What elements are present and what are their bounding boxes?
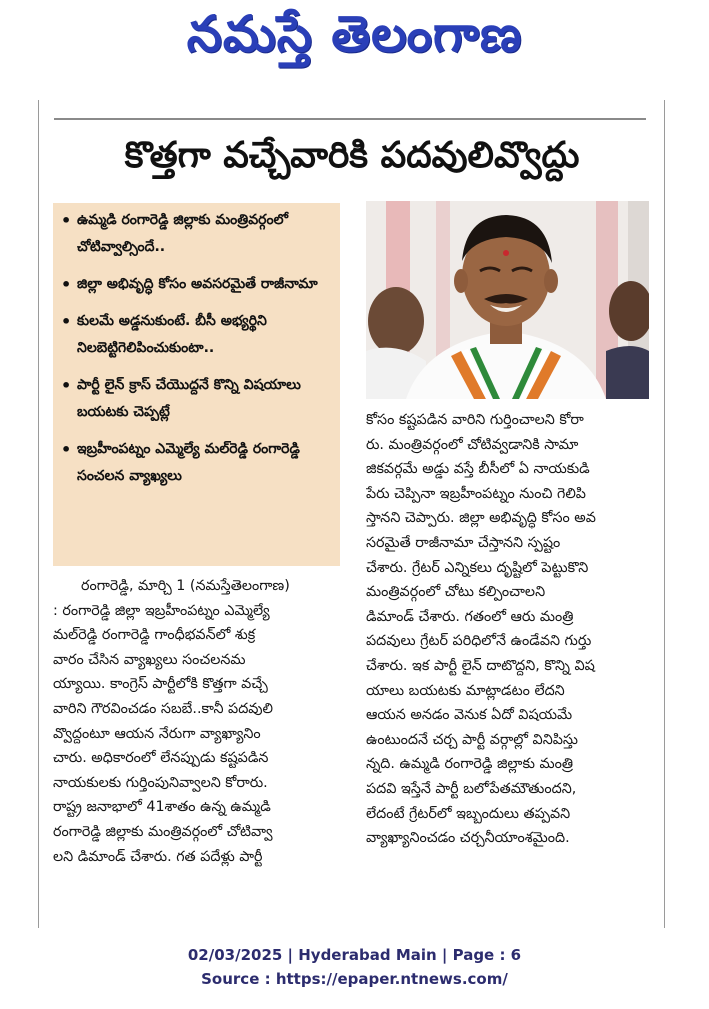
highlight-text: ఇబ్రహీంపట్నం ఎమ్మెల్యే మల్‌రెడ్డి రంగారెడ్డి సంచలన వ్యాఖ్యలు xyxy=(77,441,300,484)
body-line: రాష్ట్ర జనాభాలో 41శాతం ఉన్న ఉమ్మడి xyxy=(53,799,271,816)
highlight-item xyxy=(61,372,334,426)
dateline: రంగారెడ్డి, మార్చి 1 (నమస్తేతెలంగాణ) xyxy=(81,578,290,594)
body-line: కోసం కష్టపడిన వారిని గుర్తించాలని కోరా xyxy=(366,412,584,428)
body-line: స్తానని చెప్పారు. జిల్లా అభివృద్ధి కోసం అవ xyxy=(366,510,596,527)
highlight-item xyxy=(61,436,334,490)
body-line: లేదంటే గ్రేటర్‌లో ఇబ్బందులు తప్పవని xyxy=(366,805,571,822)
body-line: వారం చేసిన వ్యాఖ్యలు సంచలనమ xyxy=(53,651,246,668)
body-line: చేశారు. గ్రేటర్ ఎన్నికలు దృష్టిలో పెట్టుకొని xyxy=(366,559,589,576)
newspaper-logo: నమస్తే తెలంగాణ xyxy=(186,4,523,63)
body-line: జికవర్గమే అడ్డు వస్తే బీసీలో ఏ నాయకుడి xyxy=(366,461,590,478)
body-line: నాయకులకు గుర్తింపునివ్వాలని కోరారు. xyxy=(53,774,268,791)
body-line: యాలు బయటకు మాట్లాడటం లేదని xyxy=(366,682,565,699)
body-line: మల్‌రెడ్డి రంగారెడ్డి గాంధీభవన్‌లో శుక్ర xyxy=(53,627,256,644)
politician-photo xyxy=(366,201,649,399)
body-line: మంత్రివర్గంలో చోటు కల్పించాలని xyxy=(366,584,546,601)
body-line: సరమైతే రాజీనామా చేస్తానని స్పష్టం xyxy=(366,534,561,551)
highlight-text: జిల్లా అభివృద్ధి కోసం అవసరమైతే రాజీనామా xyxy=(77,276,318,292)
body-line: రంగారెడ్డి జిల్లాకు మంత్రివర్గంలో చోటివ్వా xyxy=(53,823,273,840)
body-line: వ్యాఖ్యానించడం చర్చనీయాంశమైంది. xyxy=(366,830,570,847)
masthead xyxy=(0,0,709,80)
highlight-item xyxy=(61,271,334,298)
body-line: వారిని గౌరవించడం సబబే..కానీ పదవులి xyxy=(53,700,274,717)
body-line: లని డిమాండ్ చేశారు. గత పదేళ్లు పార్టీ xyxy=(53,848,263,865)
headline-rule xyxy=(54,118,646,120)
body-line: పదవులు గ్రేటర్ పరిధిలోనే ఉండేవని గుర్తు xyxy=(366,633,592,650)
body-line: చారు. అధికారంలో లేనప్పుడు కష్టపడిన xyxy=(53,750,269,767)
highlight-text: కులమే అడ్డనుకుంటే. బీసీ అభ్యర్థిని నిలబెట్టిగెలిపించుకుంటా.. xyxy=(77,313,267,356)
body-line: డిమాండ్ చేశారు. గతంలో ఆరు మంత్రి xyxy=(366,608,574,625)
highlight-text: ఉమ్మడి రంగారెడ్డి జిల్లాకు మంత్రివర్గంలో చోటివ్వాల్సిందే.. xyxy=(77,212,288,255)
page-border-left xyxy=(38,100,39,928)
bullet-icon: • xyxy=(61,312,72,331)
article-column-right xyxy=(366,408,649,851)
photo-illustration xyxy=(366,201,649,399)
bullet-icon: • xyxy=(61,376,72,395)
body-line: పదవి ఇస్తేనే పార్టీ బలోపేతమౌతుందని, xyxy=(366,780,577,797)
body-line: య్యాయి. కాంగ్రెస్ పార్టీలోకి కొత్తగా వచ్చే xyxy=(53,676,268,693)
article-column-left xyxy=(53,574,340,869)
body-line: : రంగారెడ్డి జిల్లా ఇబ్రహీంపట్నం ఎమ్మెల్యే xyxy=(53,602,270,619)
body-line: రు. మంత్రివర్గంలో చోటివ్వడానికి సామా xyxy=(366,436,579,453)
body-line: ఉంటుందనే చర్చ పార్టీ వర్గాల్లో వినిపిస్తు xyxy=(366,731,578,748)
bullet-icon: • xyxy=(61,275,72,294)
bullet-icon: • xyxy=(61,211,72,230)
highlight-item xyxy=(61,308,334,362)
edition-info: 02/03/2025 | Hyderabad Main | Page : 6 xyxy=(187,946,522,964)
source-link[interactable]: Source : https://epaper.ntnews.com/ xyxy=(201,970,508,988)
body-line: వ్వొద్దంటూ ఆయన నేరుగా వ్యాఖ్యానిం xyxy=(53,725,261,742)
bullet-icon: • xyxy=(61,440,72,459)
page-border-right xyxy=(664,100,665,928)
body-line: పేరు చెప్పినా ఇబ్రహీంపట్నం నుంచి గెలిపి xyxy=(366,485,586,502)
highlight-item xyxy=(61,207,334,261)
body-line: ఆయన అనడం వెనుక ఏదో విషయమే xyxy=(366,707,573,724)
article-headline: కొత్తగా వచ్చేవారికి పదవులివ్వొద్దు xyxy=(124,135,580,176)
body-line: న్నది. ఉమ్మడి రంగారెడ్డి జిల్లాకు మంత్రి xyxy=(366,756,574,773)
body-line: చేశారు. ఇక పార్టీ లైన్ దాటొద్దని, కొన్ని విష xyxy=(366,657,595,674)
highlights-box xyxy=(53,203,340,566)
highlight-text: పార్టీ లైన్ క్రాస్ చేయొద్దనే కొన్ని విషయాలు బయటకు చెప్పట్లే xyxy=(77,377,301,420)
